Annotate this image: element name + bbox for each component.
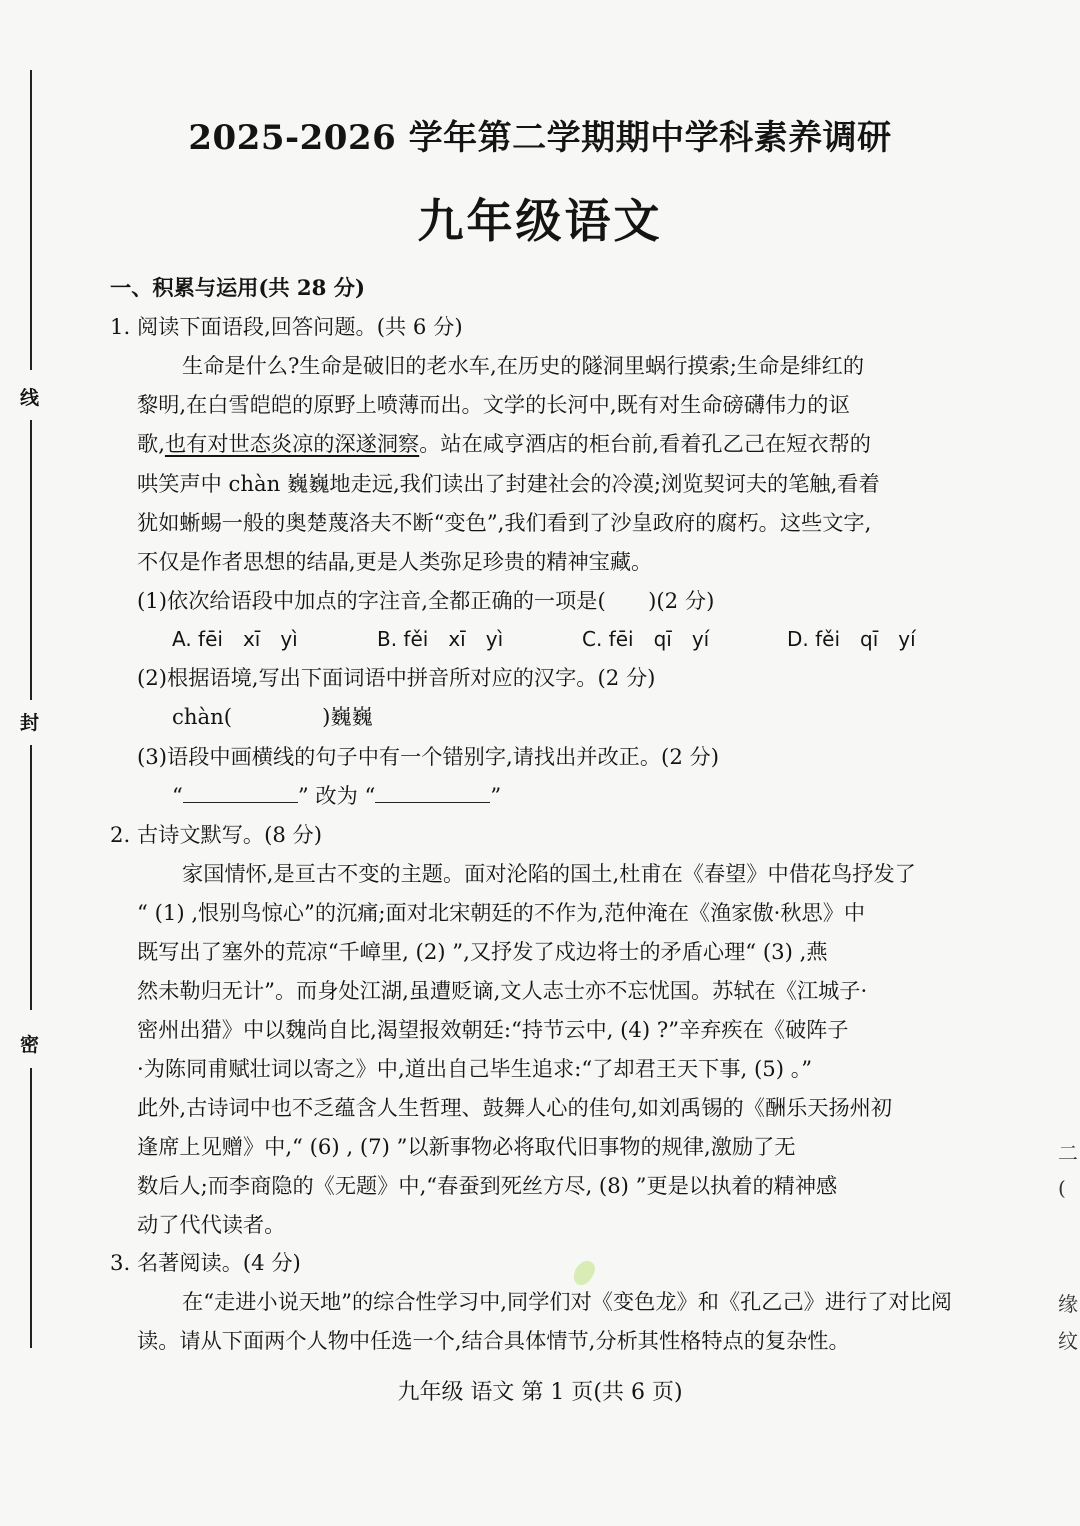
q1-line-1: 生命是什么?生命是破旧的老水车,在历史的隧洞里蜗行摸索;生命是绯红的 bbox=[182, 353, 865, 378]
option-d[interactable]: D. fěi qī yí bbox=[787, 627, 916, 652]
q3-line-1: 在“走进小说天地”的综合性学习中,同学们对《变色龙》和《孔乙己》进行了对比阅 bbox=[182, 1289, 952, 1315]
q2-line-5: 密州出猎》中以魏尚自比,渴望报效朝廷:“持节云中, (4) ?”辛弃疾在《破阵子 bbox=[137, 1017, 849, 1043]
q1-line-5: 犹如蜥蜴一般的奥楚蔑洛夫不断“变色”,我们看到了沙皇政府的腐朽。这些文字, bbox=[137, 509, 872, 535]
q1-sub1: (1)依次给语段中加点的字注音,全都正确的一项是( )(2 分) bbox=[137, 588, 715, 614]
q1-line-3 bbox=[110, 424, 960, 463]
option-a[interactable]: A. fēi xī yì bbox=[172, 627, 298, 652]
q1-stem: 1. 阅读下面语段,回答问题。(共 6 分) bbox=[110, 314, 463, 339]
q2-line-9: 数后人;而李商隐的《无题》中,“春蚕到死丝方尽, (8) ”更是以执着的精神感 bbox=[137, 1173, 838, 1199]
q2-line-1: 家国情怀,是亘古不变的主题。面对沦陷的国土,杜甫在《春望》中借花鸟抒发了 bbox=[182, 861, 916, 887]
q3-line-2: 读。请从下面两个人物中任选一个,结合具体情节,分析其性格特点的复杂性。 bbox=[137, 1328, 850, 1354]
q2-line-2: “ (1) ,恨别鸟惊心”的沉痛;面对北宋朝廷的不作为,范仲淹在《渔家傲·秋思》中 bbox=[137, 900, 866, 926]
q2-line-8: 逢席上见赠》中,“ (6) , (7) ”以新事物必将取代旧事物的规律,激励了无 bbox=[137, 1134, 796, 1160]
binding-line-bottom bbox=[30, 1068, 32, 1348]
edge-char-1: 二 bbox=[1058, 1141, 1078, 1165]
q1-underlined-sentence: 也有对世态炎凉的深遂洞察 bbox=[164, 431, 420, 457]
section-heading: 一、积累与运用(共 28 分) bbox=[110, 275, 365, 300]
edge-char-2: ( bbox=[1058, 1176, 1066, 1200]
exam-content bbox=[110, 268, 960, 1360]
sub2-pinyin: chàn( bbox=[172, 704, 233, 730]
binding-line-mid bbox=[30, 420, 32, 700]
sub2-word-tail: )巍巍 bbox=[322, 704, 373, 730]
q1-options bbox=[110, 620, 960, 658]
q2-line-10: 动了代代读者。 bbox=[137, 1212, 286, 1238]
q1-line-3-pre: 歌, bbox=[137, 431, 165, 457]
q2-stem: 2. 古诗文默写。(8 分) bbox=[110, 822, 323, 848]
page-footer: 九年级 语文 第 1 页(共 6 页) bbox=[397, 1380, 683, 1405]
subject-title: 九年级语文 bbox=[417, 194, 663, 248]
edge-char-4: 纹 bbox=[1058, 1329, 1078, 1353]
q1-sub3-answer: “ ” 改为 “ ” bbox=[172, 783, 502, 809]
binding-label-xian: 线 bbox=[20, 387, 40, 409]
option-c[interactable]: C. fēi qī yí bbox=[582, 627, 710, 652]
q1-line-2: 黎明,在白雪皑皑的原野上喷薄而出。文学的长河中,既有对生命磅礴伟力的讴 bbox=[137, 392, 850, 418]
q1-sub3: (3)语段中画横线的句子中有一个错别字,请找出并改正。(2 分) bbox=[137, 744, 719, 770]
q2-line-7: 此外,古诗词中也不乏蕴含人生哲理、鼓舞人心的佳句,如刘禹锡的《酬乐天扬州初 bbox=[137, 1095, 893, 1121]
binding-line-mid2 bbox=[30, 745, 32, 1010]
q2-line-6: ·为陈同甫赋壮词以寄之》中,道出自己毕生追求:“了却君王天下事, (5) 。” bbox=[137, 1056, 813, 1082]
binding-label-feng: 封 bbox=[20, 712, 40, 734]
q1-line-4: 哄笑声中 chàn 巍巍地走远,我们读出了封建社会的冷漠;浏览契诃夫的笔触,看着 bbox=[137, 470, 880, 496]
exam-title: 2025-2026 学年第二学期期中学科素养调研 bbox=[188, 118, 892, 158]
edge-char-3: 缘 bbox=[1058, 1292, 1078, 1316]
q1-line-6: 不仅是作者思想的结晶,更是人类弥足珍贵的精神宝藏。 bbox=[137, 548, 653, 574]
wrong-char-blank[interactable] bbox=[183, 802, 298, 803]
q1-sub2-answer bbox=[110, 697, 960, 737]
q2-line-4: 然未勒归无计”。而身处江湖,虽遭贬谪,文人志士亦不忘忧国。苏轼在《江城子· bbox=[137, 978, 868, 1004]
binding-label-mi: 密 bbox=[20, 1034, 40, 1056]
q1-line-3-post: 。站在咸亨酒店的柜台前,看着孔乙己在短衣帮的 bbox=[419, 431, 871, 457]
q3-stem: 3. 名著阅读。(4 分) bbox=[110, 1250, 301, 1276]
change-to-label: ” 改为 “ bbox=[297, 783, 376, 809]
option-b[interactable]: B. fěi xī yì bbox=[377, 627, 504, 652]
q2-line-3: 既写出了塞外的荒凉“千嶂里, (2) ”,又抒发了戍边将士的矛盾心理“ (3) ,燕 bbox=[137, 939, 828, 965]
correct-char-blank[interactable] bbox=[375, 802, 490, 803]
q1-sub2: (2)根据语境,写出下面词语中拼音所对应的汉字。(2 分) bbox=[137, 665, 656, 691]
